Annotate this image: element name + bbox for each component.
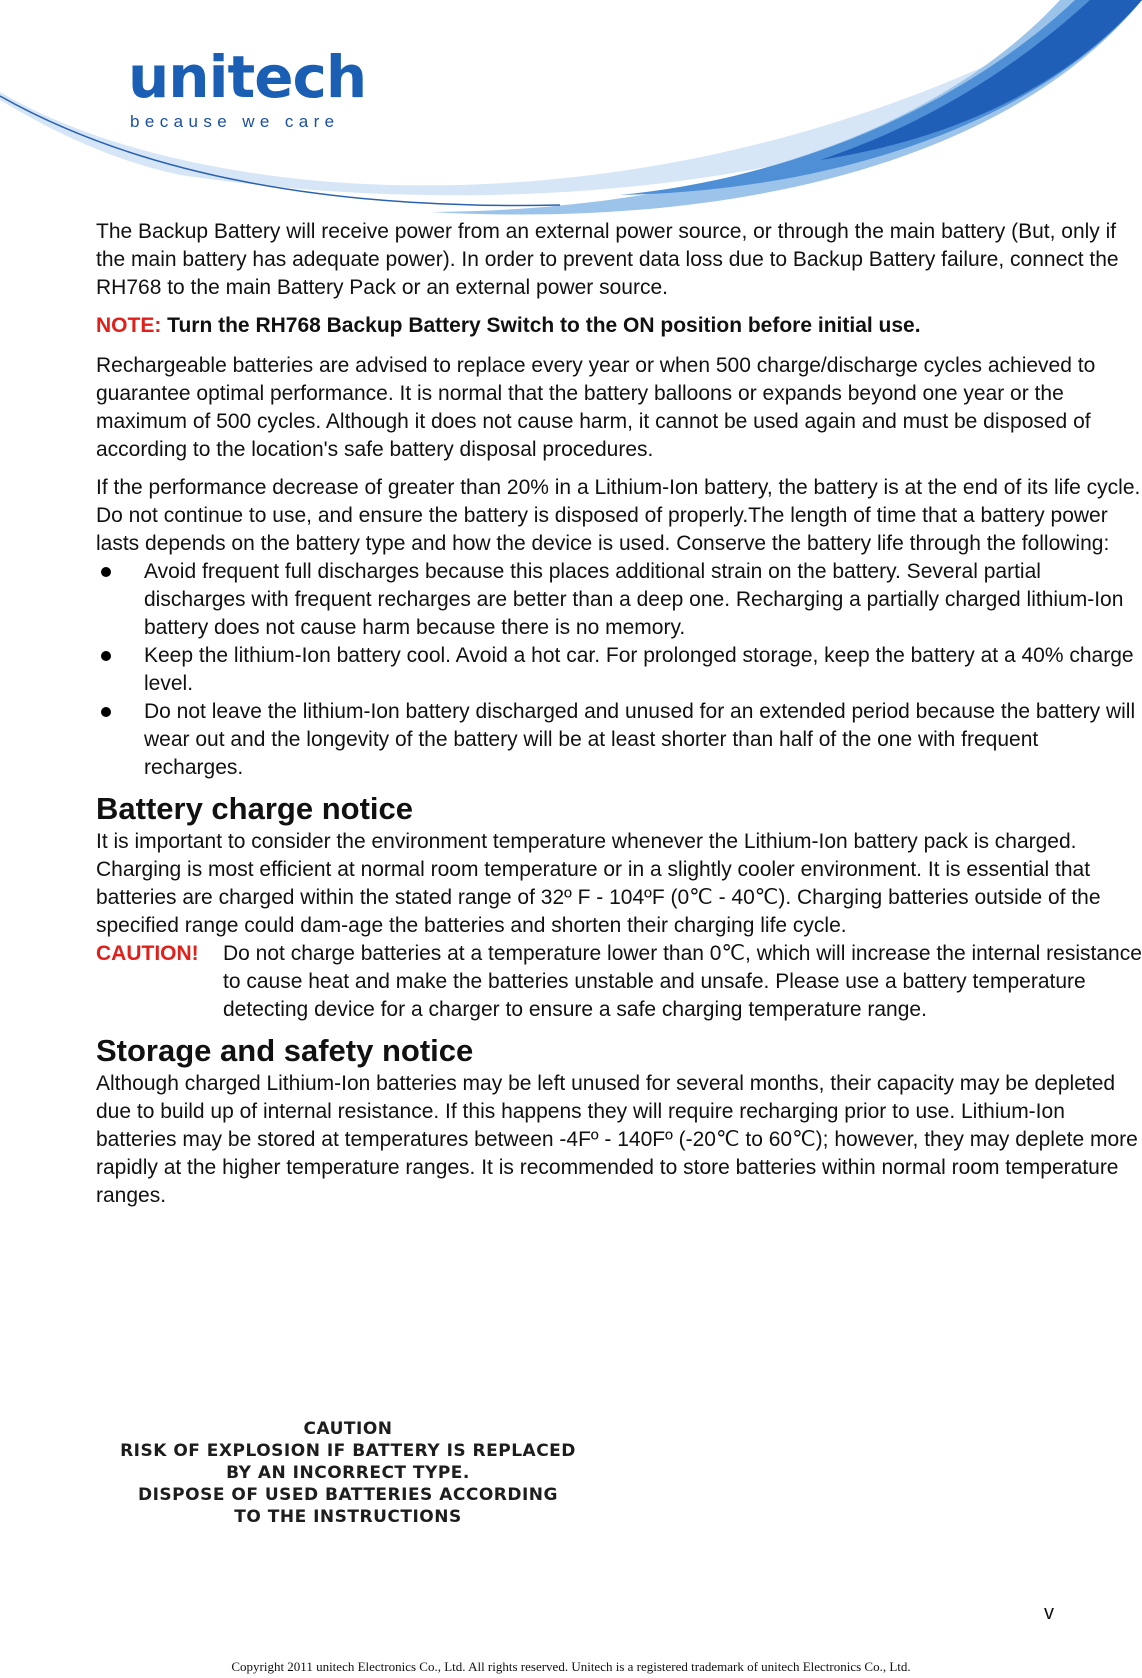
caution-block [96,940,1142,1024]
note-label: NOTE: [96,314,162,337]
list-item-text: Do not leave the lithium-Ion battery discharged and unused for an extended period because the battery will wear out and the longevity of the battery will be at least shorter than half of the one with frequent recharges. [144,700,1136,779]
page-number: v [1044,1602,1054,1624]
label-line: TO THE INSTRUCTIONS [234,1507,462,1527]
note-text: Turn the RH768 Backup Battery Switch to the ON position before initial use. [167,314,921,337]
list-item [96,698,1142,782]
caution-warning-label-image [98,1418,598,1528]
charge-paragraph: It is important to consider the environment temperature whenever the Lithium-Ion battery pack is charged. Charging is most efficient at normal room temperature or in a slightly cooler environment. It is essential that batteries are charged within the stated range of 32º F - 104ºF (0℃ - 40℃). Charging batteries outside of the specified range could dam-age the batteries and shorten their charging life cycle. [96,830,1101,937]
label-line: CAUTION [303,1419,393,1439]
label-line: RISK OF EXPLOSION IF BATTERY IS REPLACED [120,1441,576,1461]
label-line: BY AN INCORRECT TYPE. [226,1463,470,1483]
logo-tagline: because we care [130,112,340,131]
note-paragraph [96,312,1142,340]
list-item-text: Avoid frequent full discharges because this places additional strain on the battery. Several partial discharges with frequent recharges are better than a deep one. Recharging a partially charged lithium-Ion battery does not cause harm because there is no memory. [144,560,1124,639]
battery-charge-heading: Battery charge notice [96,791,413,826]
bullet-icon [101,707,111,717]
storage-paragraph: Although charged Lithium-Ion batteries may be left unused for several months, their capacity may be depleted due to build up of internal resistance. If this happens they will require recharging prior to use. Lithium-Ion batteries may be stored at temperatures between -4Fº - 140Fº (-20℃ to 60℃); however, they may deplete more rapidly at the higher temperature ranges. It is recommended to store batteries within normal room temperature ranges. [96,1072,1138,1207]
rechargeable-paragraph: Rechargeable batteries are advised to replace every year or when 500 charge/discharge cycles achieved to guarantee optimal performance. It is normal that the battery balloons or expands beyond one year or the maximum of 500 cycles. Although it does not cause harm, it cannot be used again and must be disposed of according to the location's safe battery disposal procedures. [96,354,1096,461]
intro-paragraph: The Backup Battery will receive power from an external power source, or through the main battery (But, only if the main battery has adequate power). In order to prevent data loss due to Backup Battery failure, connect the RH768 to the main Battery Pack or an external power source. [96,220,1119,299]
caution-text: Do not charge batteries at a temperature lower than 0℃, which will increase the internal resistance to cause heat and make the batteries unstable and unsafe. Please use a battery temperature detecting device for a charger to ensure a safe charging temperature range. [223,942,1142,1021]
bullet-icon [101,567,111,577]
copyright-footer: Copyright 2011 unitech Electronics Co., Ltd. All rights reserved. Unitech is a registered trademark of unitech Electronics Co., Ltd. [231,1659,911,1674]
performance-paragraph: If the performance decrease of greater than 20% in a Lithium-Ion battery, the battery is at the end of its life cycle. Do not continue to use, and ensure the battery is disposed of properly.The length of time that a battery power lasts depends on the battery type and how the device is used. Conserve the battery life through the following: [96,476,1141,555]
list-item [96,558,1142,642]
list-item-text: Keep the lithium-Ion battery cool. Avoid a hot car. For prolonged storage, keep the battery at a 40% charge level. [144,644,1134,695]
list-item [96,642,1142,698]
caution-label: CAUTION! [96,942,199,965]
battery-tips-list [96,558,1142,782]
unitech-logo: unitech [128,43,367,111]
storage-safety-heading: Storage and safety notice [96,1033,474,1068]
page-content [96,218,1142,1210]
label-line: DISPOSE OF USED BATTERIES ACCORDING [138,1485,558,1505]
bullet-icon [101,651,111,661]
